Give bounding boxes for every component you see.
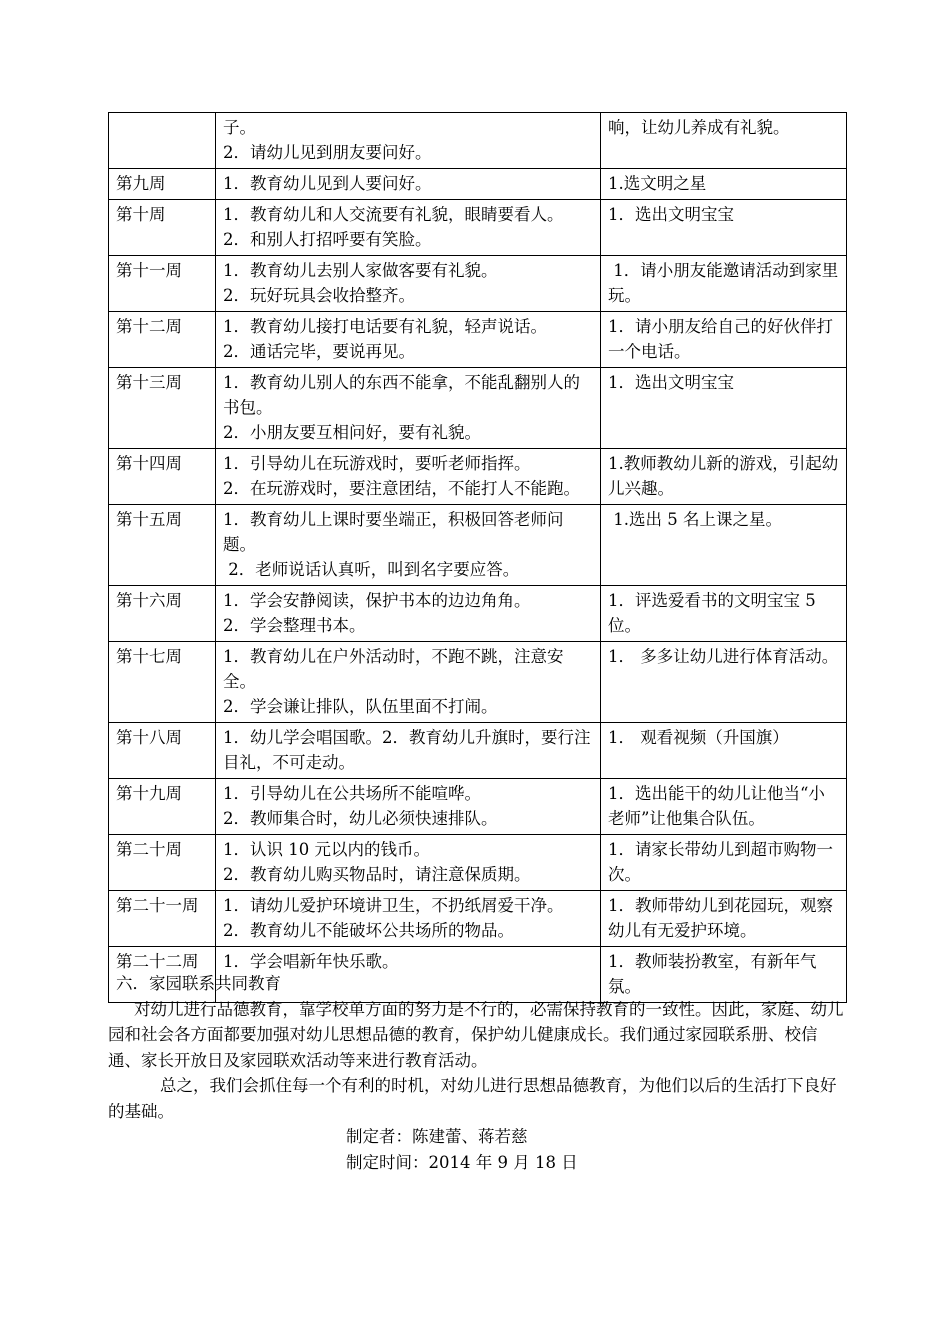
activity-line: 1.选文明之星 [608, 174, 707, 193]
week-cell: 第十四周 [109, 449, 216, 505]
content-line: 2．请幼儿见到朋友要问好。 [223, 143, 432, 162]
content-cell [216, 642, 601, 723]
week-cell: 第二十周 [109, 835, 216, 891]
activity-line: 1.选出 5 名上课之星。 [608, 510, 782, 529]
activity-line: 1． 观看视频（升国旗） [608, 728, 789, 747]
week-cell: 第十周 [109, 200, 216, 256]
content-line: 1．教育幼儿和人交流要有礼貌，眼睛要看人。 2．和别人打招呼要有笑脸。 [223, 205, 569, 249]
table-row [109, 642, 847, 723]
content-line: 2．老师说话认真听，叫到名字要应答。 [223, 560, 520, 579]
content-cell [216, 723, 601, 779]
activity-cell [601, 586, 847, 642]
content-line: 2．教育幼儿不能破坏公共场所的物品。 [223, 921, 514, 940]
activity-cell [601, 113, 847, 169]
content-line: 2．学会谦让排队，队伍里面不打闹。 [223, 697, 498, 716]
week-cell: 第十二周 [109, 312, 216, 368]
content-line: 2．在玩游戏时，要注意团结，不能打人不能跑。 [223, 479, 580, 498]
content-cell [216, 368, 601, 449]
activity-line: 1．教师带幼儿到花园玩，观察幼儿有无爱护环境。 [608, 896, 833, 940]
table-row [109, 835, 847, 891]
content-line: 1．请幼儿爱护环境讲卫生，不扔纸屑爱干净。 [223, 896, 564, 915]
content-cell [216, 200, 601, 256]
paragraph-home-school: 对幼儿进行品德教育，靠学校单方面的努力是不行的，必需保持教育的一致性。因此，家庭、幼儿园和社会各方面都要加强对幼儿思想品德的教育，保护幼儿健康成长。我们通过家园联系册、校信通、家长开放日及家园联欢活动等来进行教育活动。 [108, 999, 844, 1070]
activity-cell [601, 642, 847, 723]
table-row [109, 779, 847, 835]
activity-line: 1.教师教幼儿新的游戏，引起幼儿兴趣。 [608, 454, 839, 498]
table-row [109, 368, 847, 449]
content-line: 子。 [223, 118, 256, 137]
activity-line: 1．选出文明宝宝 [608, 205, 734, 224]
activity-cell [601, 835, 847, 891]
content-line: 1．引导幼儿在公共场所不能喧哗。 [223, 784, 481, 803]
table-row [109, 169, 847, 200]
author-line: 制定者：陈建蕾、蒋若慈 [346, 1127, 528, 1146]
activity-line: 1．选出文明宝宝 [608, 373, 734, 392]
content-cell [216, 505, 601, 586]
content-line: 1．教育幼儿接打电话要有礼貌，轻声说话。 [223, 317, 547, 336]
table-row [109, 113, 847, 169]
table-row [109, 586, 847, 642]
activity-cell [601, 312, 847, 368]
content-line: 2．教育幼儿购买物品时，请注意保质期。 [223, 865, 531, 884]
content-line: 1．教育幼儿别人的东西不能拿，不能乱翻别人的书包。 [223, 373, 580, 417]
content-cell [216, 113, 601, 169]
week-cell [109, 113, 216, 169]
content-line: 2．玩好玩具会收拾整齐。 [223, 286, 415, 305]
content-line: 1．学会唱新年快乐歌。 [223, 952, 399, 971]
activity-line: 1．请小朋友能邀请活动到家里玩。 [608, 261, 839, 305]
content-line: 1．教育幼儿在户外活动时，不跑不跳，注意安全。 [223, 647, 564, 691]
activity-line: 1．请小朋友给自己的好伙伴打一个电话。 [608, 317, 833, 361]
week-cell: 第十九周 [109, 779, 216, 835]
content-cell [216, 586, 601, 642]
activity-cell [601, 169, 847, 200]
content-cell [216, 779, 601, 835]
content-cell [216, 835, 601, 891]
content-cell [216, 256, 601, 312]
activity-line: 1．评选爱看书的文明宝宝 5 位。 [608, 591, 821, 635]
table-row [109, 256, 847, 312]
table-row [109, 505, 847, 586]
week-cell: 第二十一周 [109, 891, 216, 947]
content-line: 2．教师集合时，幼儿必须快速排队。 [223, 809, 498, 828]
content-line: 2．学会整理书本。 [223, 616, 366, 635]
activity-cell [601, 505, 847, 586]
week-cell: 第十三周 [109, 368, 216, 449]
paragraph-summary: 总之，我们会抓住每一个有利的时机，对幼儿进行思想品德教育，为他们以后的生活打下良好的基础。 [108, 1076, 837, 1121]
activity-cell [601, 779, 847, 835]
weekly-plan-body [109, 113, 847, 1003]
activity-cell [601, 368, 847, 449]
activity-line: 响，让幼儿养成有礼貌。 [608, 118, 790, 137]
content-cell [216, 169, 601, 200]
content-line: 1．幼儿学会唱国歌。2．教育幼儿升旗时，要行注目礼，不可走动。 [223, 728, 591, 772]
content-line: 1．引导幼儿在玩游戏时，要听老师指挥。 [223, 454, 531, 473]
activity-cell [601, 891, 847, 947]
week-cell: 第十八周 [109, 723, 216, 779]
activity-line: 1．教师装扮教室，有新年气氛。 [608, 952, 817, 996]
week-cell: 第十七周 [109, 642, 216, 723]
content-cell [216, 312, 601, 368]
table-row [109, 200, 847, 256]
week-cell: 第十六周 [109, 586, 216, 642]
table-row [109, 891, 847, 947]
activity-line: 1． 多多让幼儿进行体育活动。 [608, 647, 839, 666]
section-title: 六．家园联系共同教育 [116, 974, 281, 993]
content-line: 2．小朋友要互相问好，要有礼貌。 [223, 423, 481, 442]
content-line: 1．教育幼儿去别人家做客要有礼貌。 [223, 261, 498, 280]
content-line: 2．通话完毕，要说再见。 [223, 342, 415, 361]
content-line: 1．教育幼儿上课时要坐端正，积极回答老师问题。 [223, 510, 564, 554]
date-line: 制定时间：2014 年 9 月 18 日 [346, 1152, 578, 1172]
table-row [109, 723, 847, 779]
week-cell: 第十一周 [109, 256, 216, 312]
table-row [109, 449, 847, 505]
weekly-plan-table [108, 112, 847, 1003]
content-cell [216, 449, 601, 505]
activity-cell [601, 723, 847, 779]
content-line: 1．认识 10 元以内的钱币。 [223, 840, 430, 859]
content-line: 1．教育幼儿见到人要问好。 [223, 174, 432, 193]
week-cell: 第二十二周 [109, 947, 216, 1003]
content-cell [216, 891, 601, 947]
activity-line: 1．选出能干的幼儿让他当“小老师”让他集合队伍。 [608, 784, 825, 828]
closing-section [108, 971, 846, 1175]
week-cell: 第十五周 [109, 505, 216, 586]
activity-cell [601, 449, 847, 505]
content-line: 1．学会安静阅读，保护书本的边边角角。 [223, 591, 531, 610]
activity-cell [601, 256, 847, 312]
activity-cell [601, 200, 847, 256]
table-row [109, 312, 847, 368]
activity-line: 1．请家长带幼儿到超市购物一次。 [608, 840, 833, 884]
week-cell: 第九周 [109, 169, 216, 200]
